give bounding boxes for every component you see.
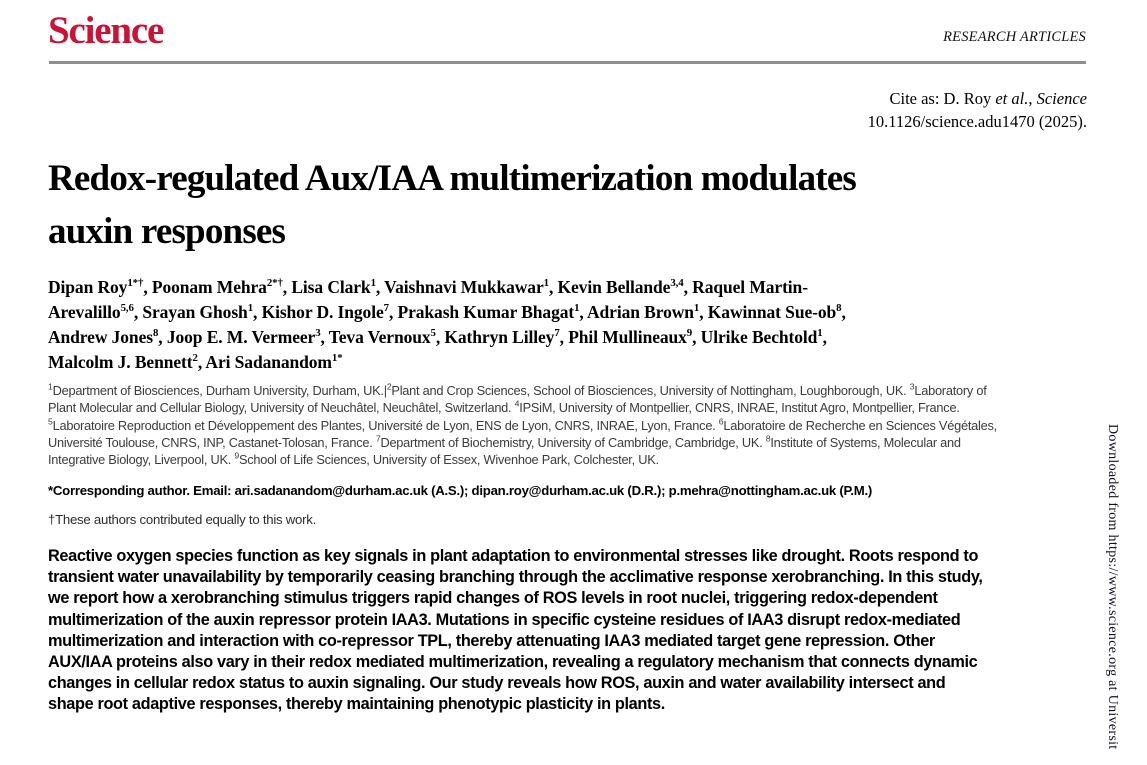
abstract-line: changes in cellular redox status to auxin signaling. Our study reveals how ROS, auxin and water availability intersect and (48, 674, 946, 693)
title-line: auxin responses (48, 211, 286, 252)
author-list (48, 275, 846, 375)
section-header: RESEARCH ARTICLES (943, 29, 1086, 45)
abstract-line: AUX/IAA proteins also vary in their redox mediated multimerization, revealing a regulatory mechanism that connects dynamic (48, 653, 978, 672)
abstract-line: multimerization of the auxin repressor protein IAA3. Mutations in specific cysteine residues of IAA3 disrupt redox-mediated (48, 610, 961, 629)
abstract-line: we report how a xerobranching stimulus triggers rapid changes of ROS levels in root nuclei, triggering redox-dependent (48, 589, 938, 608)
abstract-line: Reactive oxygen species function as key signals in plant adaptation to environmental stresses like drought. Roots respond to (48, 547, 979, 565)
author-line: Andrew Jones$^8$, Joop E. M. Vermeer$^3$, Teva Vernoux$^5$, Kathryn Lilley$^7$, Phil Mullineaux$^9$, Ulrike Bechtold$^1$, (48, 327, 827, 347)
abstract-line: shape root adaptive responses, thereby maintaining phenotypic plasticity in plants. (48, 695, 665, 714)
citation-line-1: Cite as: D. Roy et al., Science (889, 89, 1087, 108)
author-line: Malcolm J. Bennett$^2$, Ari Sadanandom$^{1*}$ (48, 352, 343, 372)
author-line: Arevalillo$^{5,6}$, Srayan Ghosh$^1$, Kishor D. Ingole$^7$, Prakash Kumar Bhagat$^1$, Adrian Brown$^1$, Kawinnat Sue-$ob^8$, (48, 302, 846, 322)
science-logo: Science (48, 9, 164, 52)
equal-contribution-note: †These authors contributed equally to this work. (48, 512, 317, 527)
abstract-line: transient water unavailability by temporarily ceasing branching through the acclimative response xerobranching. In this study, (48, 568, 983, 587)
abstract-text (48, 546, 983, 716)
citation-block (868, 88, 1087, 133)
affiliation-line: $^1$Department of Biosciences, Durham University, Durham, $UK.|^2Plant$ and Crop Sciences, School of Biosciences, University of Nottingham, Loughborough, UK. $^3$Laboratory of (48, 381, 987, 398)
affiliation-line: Integrative Biology, Liverpool, UK. $^9$School of Life Sciences, University of Essex, Wivenhoe Park, Colchester, UK. (48, 450, 659, 468)
citation-etal: et al. (995, 89, 1029, 108)
citation-line-2: 10.1126/science.adu1470 (2025). (867, 111, 1087, 131)
affiliation-line: Université Toulouse, CNRS, INP, Castanet-Tolosan, France. $^7$Department of Biochemistry, University of Cambridge, Cambridge, UK. $^8$Institute of Systems, Molecular and (48, 433, 961, 450)
article-title (48, 152, 856, 258)
title-line: Redox-regulated Aux/IAA multimerization modulates (48, 158, 857, 199)
citation-journal-name: Science (1036, 89, 1087, 108)
affiliation-line: $^5$Laboratoire Reproduction et Développement des Plantes, Université de Lyon, ENS de Lyon, CNRS, INRAE, Lyon, France. $^6$Laboratoire de Recherche en Sciences Végétales, (48, 416, 997, 433)
downloaded-from-watermark: Downloaded from https://www.science.org at Universit (1105, 424, 1120, 750)
corresponding-author-note: *Corresponding author. Email: ari.sadanandom@durham.ac.uk (A.S.); dipan.roy@durham.ac.uk (D.R.); p.mehra@nottingham.ac.uk (P.M.) (48, 483, 873, 498)
affiliations-block (48, 382, 997, 468)
abstract-line: multimerization and interaction with co-repressor TPL, thereby attenuating IAA3 mediated target gene repression. Other (48, 631, 935, 650)
author-line: Dipan Roy$^{1*\dagger}$, Poonam Mehra$^{2*\dagger}$, Lisa Clark$^1$, Vaishnavi Mukkawar$^1$, Kevin Bellande$^{3,4}$, Raquel Martin- (48, 277, 808, 297)
header-divider (49, 61, 1086, 64)
affiliation-line: Plant Molecular and Cellular Biology, University of Neuchâtel, Neuchâtel, Switzerland. $^4$IPSiM, University of Montpellier, CNRS, INRAE, Institut Agro, Montpellier, France. (48, 399, 960, 416)
